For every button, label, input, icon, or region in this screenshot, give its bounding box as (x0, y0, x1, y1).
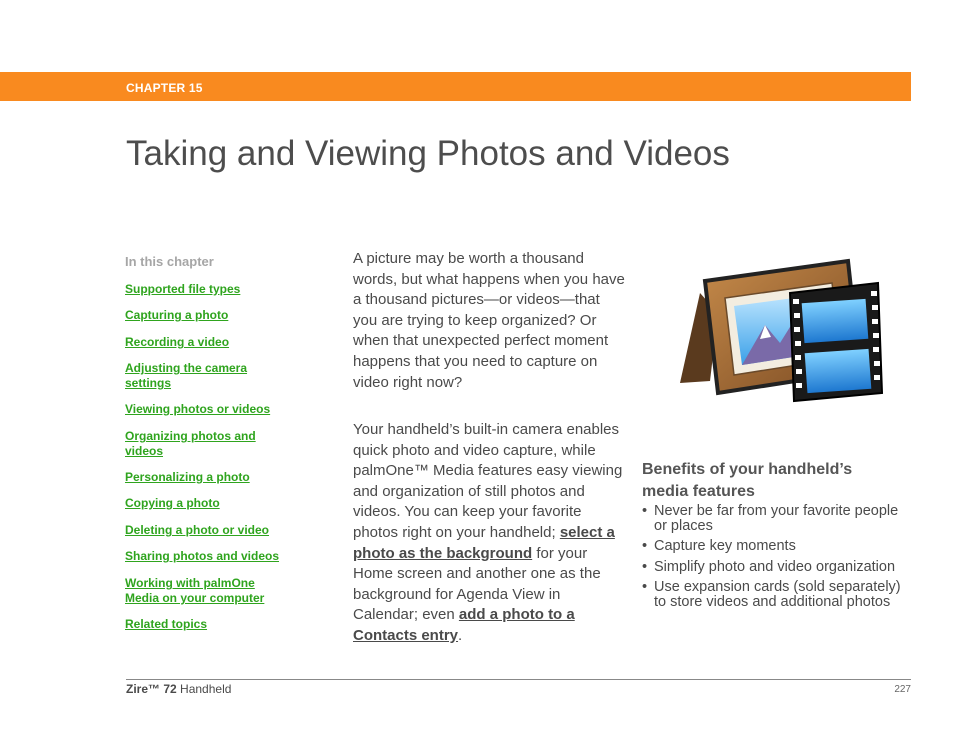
footer-product-name (126, 682, 231, 696)
benefits-list (642, 504, 912, 615)
benefit-text: Never be far from your favorite people or places (654, 503, 899, 534)
photo-and-video-graphic (670, 253, 890, 413)
intro-text-segment: Your handheld’s built-in camera enables quick photo and video capture, while palmOne™ Media features easy viewing and organization of still photos and videos. You can keep your favorite photos right on your handheld; (353, 421, 623, 541)
toc-link-recording-a-video[interactable]: Recording a video (125, 335, 230, 349)
toc-link-viewing-photos-or-videos[interactable]: Viewing photos or videos (125, 402, 271, 416)
benefit-text: Use expansion cards (sold separately) to store videos and additional photos (654, 579, 901, 610)
toc-link-sharing-photos-and-videos[interactable]: Sharing photos and videos (125, 549, 280, 563)
intro-text-segment: . (458, 626, 463, 644)
bullet-icon: • (642, 538, 648, 554)
intro-paragraph-1: A picture may be worth a thousand words, but what happens when you have a thousand pictures—or videos—that you are trying to keep organized? Or when that unexpected perfect moment happens that you need to capture on video right now? (353, 250, 625, 391)
benefit-item (642, 580, 912, 609)
toc-link-copying-a-photo[interactable]: Copying a photo (125, 496, 220, 510)
bullet-icon: • (642, 579, 648, 595)
toc-link-working-with-palmone-media[interactable]: Working with palmOne Media on your computer (125, 576, 265, 605)
benefit-text: Capture key moments (654, 538, 796, 554)
toc-link-deleting-a-photo-or-video[interactable]: Deleting a photo or video (125, 523, 270, 537)
chapter-label: CHAPTER 15 (126, 81, 203, 95)
footer-product-model: Zire™ 72 (126, 682, 177, 696)
benefit-item (642, 504, 912, 533)
toc-link-capturing-a-photo[interactable]: Capturing a photo (125, 308, 229, 322)
footer-divider (126, 679, 911, 680)
page-number: 227 (894, 684, 911, 695)
page-title: Taking and Viewing Photos and Videos (126, 134, 730, 173)
chapter-banner (0, 72, 911, 101)
bullet-icon: • (642, 503, 648, 519)
intro-paragraph-2 (353, 420, 625, 647)
toc-link-supported-file-types[interactable]: Supported file types (125, 282, 241, 296)
select-photo-background-link[interactable]: select a photo as the background (353, 523, 615, 562)
bullet-icon: • (642, 558, 648, 575)
benefit-item (642, 560, 912, 575)
benefits-heading: Benefits of your handheld’s media features (642, 461, 853, 500)
benefit-item (642, 539, 912, 554)
toc-link-related-topics[interactable]: Related topics (125, 617, 208, 631)
film-strip (790, 283, 882, 401)
toc-link-personalizing-a-photo[interactable]: Personalizing a photo (125, 470, 250, 484)
toc-link-adjusting-camera-settings[interactable]: Adjusting the camera settings (125, 361, 248, 390)
toc-link-organizing-photos-and-videos[interactable]: Organizing photos and videos (125, 429, 256, 458)
intro-text-segment: for your Home screen and another one as the background for Agenda View in Calendar; even (353, 544, 601, 624)
photo-and-video-icon (670, 253, 890, 413)
benefit-text: Simplify photo and video organization (654, 558, 896, 575)
footer-product-suffix: Handheld (176, 682, 232, 696)
add-photo-contacts-link[interactable]: add a photo to a Contacts entry (353, 606, 575, 644)
toc-heading: In this chapter (125, 254, 214, 269)
